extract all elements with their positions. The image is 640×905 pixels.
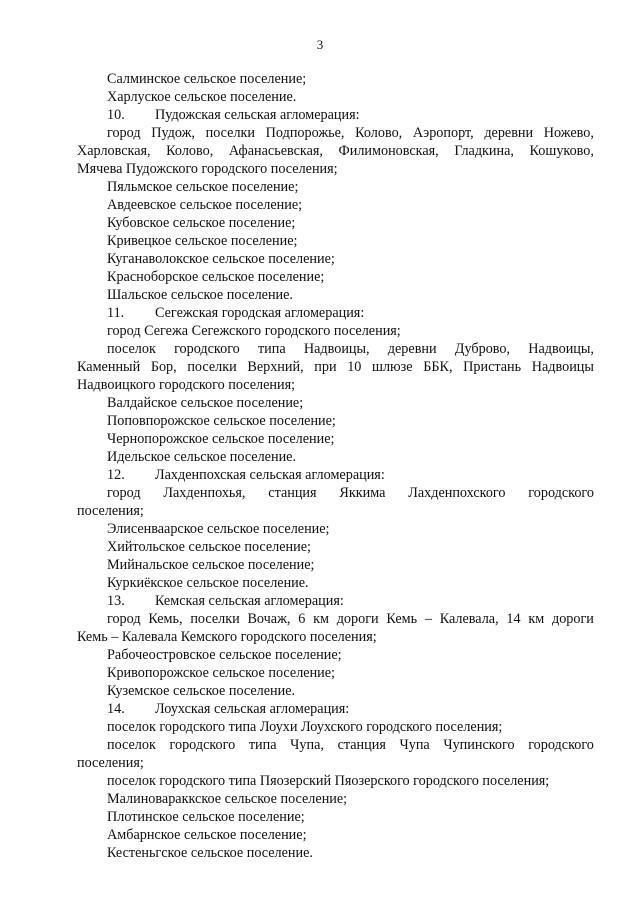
section-number: 10. [107,107,125,123]
list-item: Валдайское сельское поселение; [107,395,304,411]
list-item: Кестеньгское сельское поселение. [107,845,313,861]
text-line: Надвоицкого городского поселения; [77,377,296,393]
list-item: Рабочеостровское сельское поселение; [107,647,342,663]
justified-text-line: город Кемь, поселки Вочаж, 6 км дороги Кемь – Калевала, 14 км дороги [107,611,594,627]
list-item: Хийтольское сельское поселение; [107,539,311,555]
list-item: Харлуское сельское поселение. [107,89,297,105]
justified-text-line: поселок городского типа Чупа, станция Чупа Чупинского городского [107,737,594,753]
section-title: Лахденпохская сельская агломерация: [155,467,385,483]
section-title: Сегежская городская агломерация: [155,305,365,321]
list-item: Куркиёкское сельское поселение. [107,575,309,591]
section-heading [77,700,594,718]
section-heading [77,592,594,610]
list-item: Амбарнское сельское поселение; [107,827,307,843]
justified-text-line: поселок городского типа Надвоицы, деревни Дуброво, Надвоицы, [107,341,594,357]
list-item: Мийнальское сельское поселение; [107,557,315,573]
page-number: 3 [316,37,324,52]
list-item: Идельское сельское поселение. [107,449,297,465]
justified-text-line: город Лахденпохья, станция Яккима Лахденпохского городского [107,485,594,501]
justified-text-line: Каменный Бор, поселки Верхний, при 10 шлюзе ББК, Пристань Надвоицы [77,359,594,375]
list-item: Куземское сельское поселение. [107,683,296,699]
document-body [77,70,594,862]
section-number: 13. [107,593,125,609]
list-item: город Сегежа Сегежского городского поселения; [107,323,401,339]
list-item: Поповпорожское сельское поселение; [107,413,336,429]
list-item: Шальское сельское поселение. [107,287,293,303]
list-item: Малиновараккское сельское поселение; [107,791,348,807]
list-item: Кривопорожское сельское поселение; [107,665,335,681]
list-item: Авдеевское сельское поселение; [107,197,303,213]
section-number: 12. [107,467,125,483]
list-item: Пяльмское сельское поселение; [107,179,299,195]
justified-text-line: город Пудож, поселки Подпорожье, Колово, Аэропорт, деревни Ножево, [107,125,594,141]
text-line: Мячева Пудожского городского поселения; [77,161,338,177]
list-item: поселок городского типа Лоухи Лоухского городского поселения; [107,719,503,735]
section-title: Лоухская сельская агломерация: [155,701,350,717]
list-item: Красноборское сельское поселение; [107,269,325,285]
list-item: поселок городского типа Пяозерский Пяозерского городского поселения; [107,773,550,789]
list-item: Плотинское сельское поселение; [107,809,305,825]
section-title: Пудожская сельская агломерация: [155,107,360,123]
section-heading [77,466,594,484]
list-item: Элисенваарское сельское поселение; [107,521,330,537]
text-line: Кемь – Калевала Кемского городского поселения; [77,629,377,645]
list-item: Кубовское сельское поселение; [107,215,296,231]
list-item: Чернопорожское сельское поселение; [107,431,335,447]
section-number: 11. [107,305,125,321]
list-item: Салминское сельское поселение; [107,71,307,87]
section-title: Кемская сельская агломерация: [155,593,344,609]
section-number: 14. [107,701,125,717]
text-line: поселения; [77,503,144,519]
section-heading [77,106,594,124]
text-line: поселения; [77,755,144,771]
section-heading [77,304,594,322]
list-item: Кривецкое сельское поселение; [107,233,298,249]
justified-text-line: Харловская, Колово, Афанасьевская, Филимоновская, Гладкина, Кошуково, [77,143,594,159]
list-item: Куганаволокское сельское поселение; [107,251,335,267]
